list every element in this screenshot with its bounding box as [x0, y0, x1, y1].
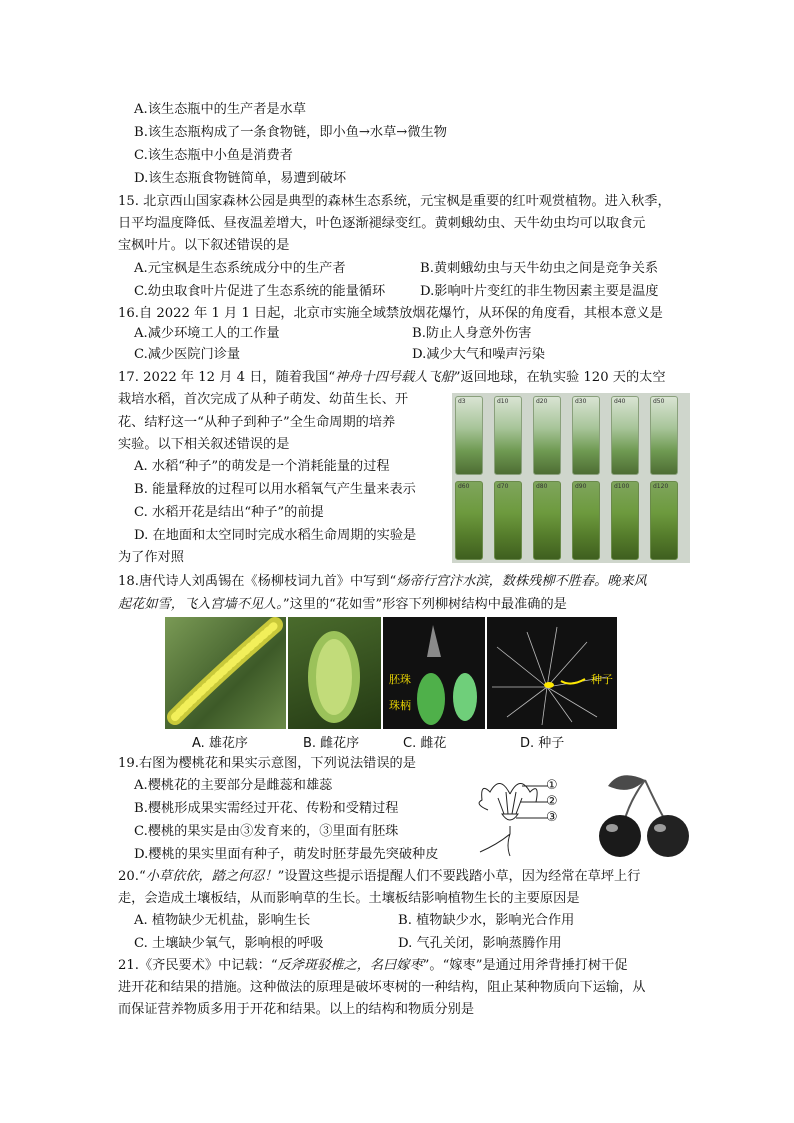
q16-stem: 16.自 2022 年 1 月 1 日起，北京市实施全域禁放烟花爆竹，从环保的角度看，其根本意义是	[118, 306, 663, 321]
q17-stem-line-4: 实验。以下相关叙述错误的是	[118, 437, 290, 452]
q15-stem-line-2: 日平均温度降低、昼夜温差增大，叶色逐渐褪绿变红。黄刺蛾幼虫、天牛幼虫均可以取食元	[118, 216, 646, 231]
rice-tube-d3: d3	[455, 396, 483, 475]
label-funicle: 珠柄	[389, 699, 411, 712]
rice-tube-d70: d70	[494, 481, 522, 560]
q17-option-c: C. 水稻开花是结出“种子”的前提	[134, 505, 324, 520]
q21-stem-line-1: 21.《齐民要术》中记载：“反斧斑驳椎之，名曰嫁枣”。“嫁枣”是通过用斧背捶打树干促	[118, 958, 628, 973]
q14-option-c: C.该生态瓶中小鱼是消费者	[134, 148, 293, 163]
q19-option-b: B.樱桃形成果实需经过开花、传粉和受精过程	[134, 801, 399, 816]
male-catkin-drawing	[165, 617, 286, 729]
q17-stem-line-3: 花、结籽这一“从种子到种子”全生命周期的培养	[118, 415, 396, 430]
q20-option-a: A. 植物缺少无机盐，影响生长	[134, 913, 311, 928]
q15-option-a: A.元宝枫是生态系统成分中的生产者	[134, 261, 346, 276]
q17-stem-line-1: 17. 2022 年 12 月 4 日，随着我国“神舟十四号载人飞船”返回地球，在轨实验 120 天的太空	[118, 370, 666, 385]
q17-spacecraft-name: 神舟十四号载人飞船	[335, 370, 454, 385]
q17-option-a: A. 水稻“种子”的萌发是一个消耗能量的过程	[134, 459, 390, 474]
q16-option-b: B.防止人身意外伤害	[412, 326, 532, 341]
rice-tube-d30: d30	[572, 396, 600, 475]
q20-stem-line-2: 走，会造成土壤板结，从而影响草的生长。土壤板结影响植物生长的主要原因是	[118, 891, 580, 906]
caption-male-catkin: A. 雄花序	[192, 736, 248, 751]
caption-female-catkin: B. 雌花序	[303, 736, 360, 751]
q20-option-c: C. 土壤缺少氧气，影响根的呼吸	[134, 936, 324, 951]
q18-stem-line-2: 起花如雪，飞入宫墙不见人。”这里的“花如雪”形容下列柳树结构中最准确的是	[118, 597, 567, 612]
q15-option-b: B.黄刺蛾幼虫与天牛幼虫之间是竞争关系	[420, 261, 659, 276]
q20-option-b: B. 植物缺少水，影响光合作用	[398, 913, 575, 928]
rice-tube-d40: d40	[611, 396, 639, 475]
q15-option-d: D.影响叶片变红的非生物因素主要是温度	[420, 284, 659, 299]
q16-option-a: A.减少环境工人的工作量	[134, 326, 280, 341]
q16-option-c: C.减少医院门诊量	[134, 347, 241, 362]
rice-tube-d120: d120	[650, 481, 678, 560]
q17-option-d-continued: 为了作对照	[118, 550, 184, 565]
marker-1: ①	[546, 778, 558, 793]
rice-tube-d10: d10	[494, 396, 522, 475]
q20-option-d: D. 气孔关闭，影响蒸腾作用	[398, 936, 562, 951]
rice-tube-d100: d100	[611, 481, 639, 560]
q21-stem-line-3: 而保证营养物质多用于开花和结果。以上的结构和物质分别是	[118, 1002, 475, 1017]
label-seed: 种子	[591, 673, 613, 686]
caption-seed: D. 种子	[520, 736, 565, 751]
q21-quote: 反斧斑驳椎之，名曰嫁枣	[277, 958, 423, 973]
willow-female-catkin-photo	[288, 617, 381, 729]
q21-stem-line-2: 进开花和结果的措施。这种做法的原理是破坏枣树的一种结构，阻止某种物质向下运输，从	[118, 980, 646, 995]
cherry-fruit-illustration	[590, 770, 700, 860]
q14-option-b: B.该生态瓶构成了一条食物链，即小鱼→水草→微生物	[134, 125, 447, 140]
q15-option-c: C.幼虫取食叶片促进了生态系统的能量循环	[134, 284, 386, 299]
q14-option-a: A.该生态瓶中的生产者是水草	[134, 102, 306, 117]
willow-seed-photo	[487, 617, 617, 729]
q15-stem-line-1: 15. 北京西山国家森林公园是典型的森林生态系统，元宝枫是重要的红叶观赏植物。进入秋季，	[118, 194, 671, 209]
q19-option-c: C.樱桃的果实是由③发育来的，③里面有胚珠	[134, 824, 399, 839]
rice-tube-d90: d90	[572, 481, 600, 560]
rice-tube-d60: d60	[455, 481, 483, 560]
q20-stem-line-1: 20.“小草依依，踏之何忍！”设置这些提示语提醒人们不要践踏小草，因为经常在草坪上行	[118, 869, 641, 884]
q18-poem-part-1: 炀帝行宫汴水滨，数株残柳不胜春。晚来风	[396, 574, 647, 589]
rice-growth-photo	[452, 393, 690, 563]
rice-tube-d80: d80	[533, 481, 561, 560]
q19-option-d: D.樱桃的果实里面有种子，萌发时胚芽最先突破种皮	[134, 847, 439, 862]
q17-option-d: D. 在地面和太空同时完成水稻生命周期的实验是	[134, 528, 417, 543]
marker-2: ②	[546, 794, 558, 809]
label-ovule: 胚珠	[389, 673, 411, 686]
q20-slogan: 小草依依，踏之何忍！	[145, 869, 278, 884]
marker-3: ③	[546, 810, 558, 825]
female-catkin-drawing	[288, 617, 381, 729]
q19-stem: 19.右图为樱桃花和果实示意图，下列说法错误的是	[118, 756, 416, 771]
q14-option-d: D.该生态瓶食物链简单，易遭到破坏	[134, 171, 347, 186]
q16-option-d: D.减少大气和噪声污染	[412, 347, 545, 362]
willow-female-flower-photo	[383, 617, 485, 729]
q15-stem-line-3: 宝枫叶片。以下叙述错误的是	[118, 238, 290, 253]
q17-stem-line-2: 栽培水稻，首次完成了从种子萌发、幼苗生长、开	[118, 392, 409, 407]
q18-stem-line-1: 18.唐代诗人刘禹锡在《杨柳枝词九首》中写到“炀帝行宫汴水滨，数株残柳不胜春。晚来风	[118, 574, 647, 589]
q17-option-b: B. 能量释放的过程可以用水稻氧气产生量来表示	[134, 482, 416, 497]
rice-tube-d20: d20	[533, 396, 561, 475]
q18-poem-part-2: 起花如雪，飞入宫墙不见人。	[118, 597, 283, 612]
q19-option-a: A.樱桃花的主要部分是雌蕊和雄蕊	[134, 778, 333, 793]
caption-female-flower: C. 雌花	[403, 736, 447, 751]
rice-tube-d50: d50	[650, 396, 678, 475]
willow-male-catkin-photo	[165, 617, 286, 729]
